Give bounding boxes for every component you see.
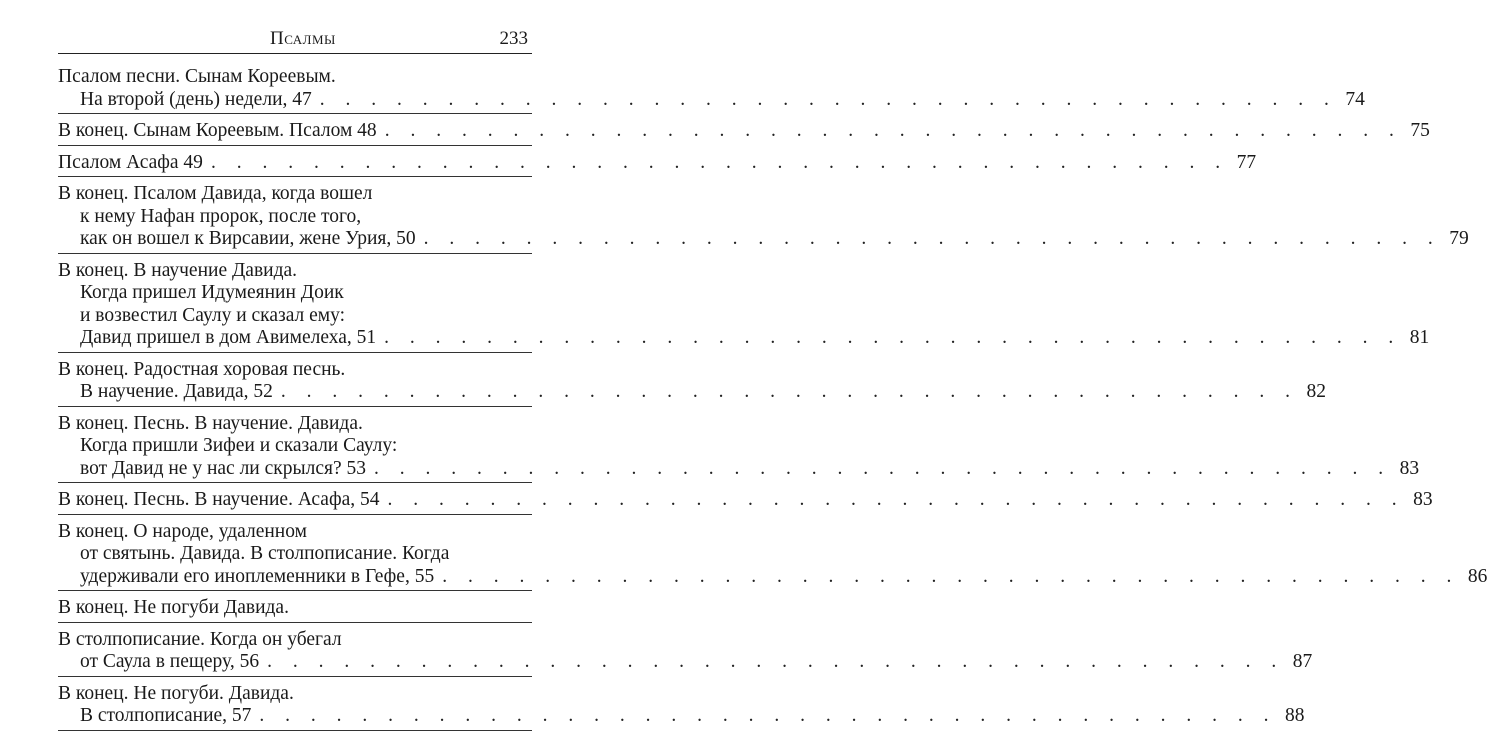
dot-leader: . . . . . . . . . . . . . . . . . . . . . . . . . . . . . . . . . . . . . . . . [387, 489, 1405, 510]
toc-entry-line [58, 359, 532, 382]
toc-entry-text: удерживали его иноплеменники в Гефе, 55 [80, 565, 435, 587]
dot-leader: . . . . . . . . . . . . . . . . . . . . . . . . . . . . . . . . . . . . . . . . [267, 651, 1285, 672]
toc-entry-text: Когда пришли Зифеи и сказали Саулу: [80, 435, 398, 456]
toc-entry-text: Давид пришел в дом Авимелеха, 51 [80, 327, 377, 348]
toc-entry-line [58, 413, 532, 436]
toc-entry-line [58, 705, 1305, 728]
dot-leader: . . . . . . . . . . . . . . . . . . . . . . . . . . . . . . . . . . . . . . . . [259, 705, 1277, 726]
toc-entry-text: В конец. Не погуби. Давида. [58, 682, 294, 704]
toc-entry-line [58, 435, 532, 458]
toc-entry-text: В столпописание. Когда он убегал [58, 628, 342, 650]
dot-leader: . . . . . . . . . . . . . . . . . . . . . . . . . . . . . . . . . . . . . . . . [319, 88, 1337, 110]
toc-entry-line [58, 521, 532, 544]
toc-entry-text: В конец. Сынам Кореевым. Псалом 48 [58, 120, 377, 141]
toc-entry-text: В конец. Песнь. В научение. Давида. [58, 412, 363, 434]
toc-entry-line [58, 327, 1430, 350]
table-of-contents [58, 66, 1488, 737]
toc-entry-text: В конец. Песнь. В научение. Асафа, 54 [58, 489, 380, 510]
toc-entry-page-number: 86 [1467, 565, 1488, 587]
toc-entry-text: В конец. О народе, удаленном [58, 520, 307, 542]
toc-entry-line [58, 543, 532, 566]
toc-entry-text: от Саула в пещеру, 56 [80, 651, 260, 672]
toc-entry-text: В конец. Не погуби Давида. [58, 597, 289, 618]
toc-entry-line [58, 381, 1327, 404]
toc-entry-text: Псалом песни. Сынам Кореевым. [58, 66, 336, 87]
toc-entry-line [58, 629, 532, 652]
toc-entry-line [58, 305, 532, 328]
toc-entry-text: В конец. Радостная хоровая песнь. [58, 358, 346, 380]
toc-entry-text: Когда пришел Идумеянин Доик [80, 282, 344, 303]
dot-leader: . . . . . . . . . . . . . . . . . . . . . . . . . . . . . . . . . . . . . . . . [210, 151, 1229, 173]
toc-entry-page-number: 77 [1236, 151, 1257, 173]
toc-entry-line [58, 282, 532, 305]
toc-entry-text: На второй (день) недели, 47 [80, 88, 312, 110]
dot-leader: . . . . . . . . . . . . . . . . . . . . . . . . . . . . . . . . . . . . . . . . [442, 565, 1460, 587]
toc-entry [58, 66, 1365, 114]
toc-entry-text: к нему Нафан пророк, после того, [80, 205, 362, 227]
toc-entry [58, 358, 1327, 407]
toc-entry [58, 120, 1430, 146]
toc-entry-line [58, 651, 1313, 674]
toc-entry-text: от святынь. Давида. В столпописание. Когда [80, 543, 450, 564]
toc-entry-text: Псалом Асафа 49 [58, 151, 203, 173]
toc-entry [58, 183, 1469, 254]
dot-leader: . . . . . . . . . . . . . . . . . . . . . . . . . . . . . . . . . . . . . . . . [384, 120, 1402, 141]
toc-entry [58, 412, 1420, 484]
toc-entry-page-number: 87 [1292, 651, 1313, 672]
toc-entry-text: В конец. Псалом Давида, когда вошел [58, 183, 373, 204]
toc-entry-text: вот Давид не у нас ли скрылся? 53 [80, 457, 366, 479]
toc-entry [58, 259, 1430, 353]
toc-entry-page-number: 81 [1409, 327, 1430, 348]
toc-entry-line [58, 183, 532, 206]
toc-entry [58, 682, 1305, 731]
toc-entry-line [58, 565, 1488, 589]
toc-entry-line [58, 597, 532, 620]
toc-entry-line [58, 206, 532, 229]
toc-entry-text: В конец. В научение Давида. [58, 259, 298, 281]
toc-entry-text: В научение. Давида, 52 [80, 381, 273, 402]
toc-entry [58, 489, 1433, 515]
toc-entry [58, 151, 1257, 178]
toc-entry-line [58, 228, 1469, 251]
toc-entry-page-number: 75 [1410, 120, 1430, 141]
running-header-title: Псалмы [270, 28, 336, 49]
toc-entry [58, 597, 532, 623]
toc-entry-line [58, 260, 532, 283]
header-rule [58, 53, 532, 54]
toc-entry-line [58, 683, 532, 706]
toc-entry-line [58, 457, 1420, 481]
toc-entry [58, 628, 1313, 677]
toc-entry-line [58, 66, 532, 89]
toc-entry-page-number: 74 [1345, 88, 1365, 110]
toc-entry-page-number: 83 [1413, 489, 1433, 510]
toc-entry-page-number: 83 [1399, 457, 1420, 479]
toc-entry-page-number: 88 [1285, 705, 1305, 726]
dot-leader: . . . . . . . . . . . . . . . . . . . . . . . . . . . . . . . . . . . . . . . . [280, 381, 1299, 402]
toc-entry-line [58, 88, 1365, 112]
toc-entry-page-number: 79 [1449, 228, 1469, 249]
dot-leader: . . . . . . . . . . . . . . . . . . . . . . . . . . . . . . . . . . . . . . . . [373, 457, 1392, 479]
toc-entry-line [58, 489, 1433, 512]
toc-entry-line [58, 120, 1430, 143]
toc-entry [58, 520, 1488, 592]
running-header [58, 26, 532, 52]
toc-entry-line [58, 151, 1257, 175]
toc-entry-page-number: 82 [1306, 381, 1327, 402]
dot-leader: . . . . . . . . . . . . . . . . . . . . . . . . . . . . . . . . . . . . . . . . [423, 228, 1441, 249]
page-number: 233 [499, 28, 528, 49]
toc-entry-text: и возвестил Саулу и сказал ему: [80, 304, 346, 326]
toc-entry-text: как он вошел к Вирсавии, жене Урия, 50 [80, 228, 416, 249]
toc-entry-text: В столпописание, 57 [80, 705, 252, 726]
dot-leader: . . . . . . . . . . . . . . . . . . . . . . . . . . . . . . . . . . . . . . . . [384, 327, 1402, 348]
